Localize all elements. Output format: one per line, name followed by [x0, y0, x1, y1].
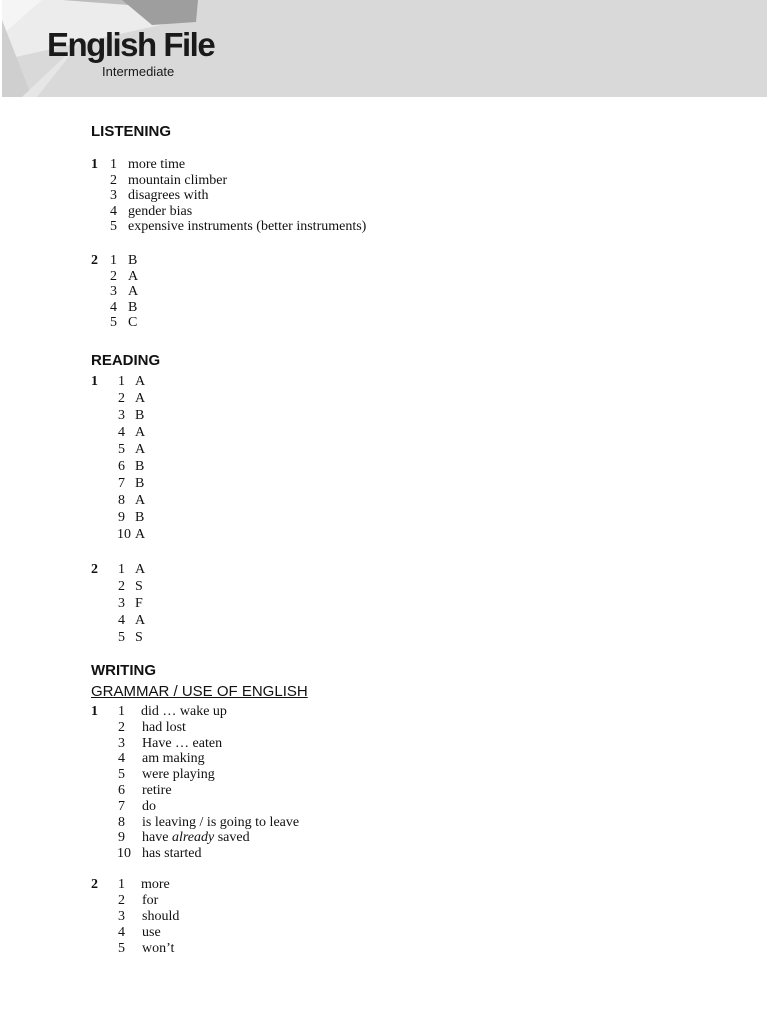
- item-number: 2: [118, 579, 125, 594]
- item-number: 4: [110, 299, 117, 315]
- item-answer: B: [128, 253, 138, 268]
- item-number: 9: [118, 830, 125, 846]
- item-number: 3: [110, 188, 117, 203]
- item-answer: A: [135, 527, 146, 542]
- item-answer: expensive instruments (better instruments): [128, 219, 367, 234]
- item-number: 9: [118, 510, 125, 525]
- item-number: 5: [110, 219, 117, 234]
- item-number: 1: [110, 157, 117, 172]
- section-subheading-grammar: GRAMMAR / USE OF ENGLISH: [91, 683, 308, 700]
- item-answer: B: [135, 459, 145, 474]
- item-answer: A: [135, 613, 146, 628]
- item-number: 10: [117, 527, 131, 542]
- task-number: 1: [91, 374, 98, 389]
- item-answer: did … wake up: [141, 704, 227, 719]
- item-number: 4: [118, 613, 125, 628]
- item-number: 7: [118, 798, 125, 814]
- item-number: 10: [117, 846, 131, 862]
- logo-subtitle: Intermediate: [102, 64, 175, 79]
- answer-text: saved: [217, 830, 250, 846]
- item-answer: A: [135, 493, 146, 508]
- item-answer: B: [135, 408, 145, 423]
- task-number: 1: [91, 704, 98, 719]
- item-number: 4: [110, 203, 117, 219]
- item-number: 7: [118, 476, 125, 491]
- item-answer: has started: [142, 846, 202, 862]
- item-answer: A: [135, 442, 146, 457]
- item-answer: am making: [142, 751, 205, 767]
- logo-title: English File: [47, 26, 215, 63]
- item-answer: F: [135, 596, 143, 611]
- item-answer: S: [135, 630, 143, 645]
- item-answer: C: [128, 315, 138, 330]
- item-number: 2: [118, 391, 125, 406]
- section-heading-reading: READING: [91, 352, 161, 369]
- item-answer: is leaving / is going to leave: [142, 814, 300, 830]
- item-answer: S: [135, 579, 143, 594]
- task-number: 2: [91, 253, 98, 268]
- item-answer: A: [135, 374, 146, 389]
- item-number: 5: [118, 630, 125, 645]
- item-answer: do: [142, 798, 156, 814]
- answer-emphasis: already: [171, 830, 215, 846]
- task-number: 2: [91, 562, 98, 577]
- item-number: 5: [118, 767, 125, 783]
- item-answer: for: [142, 893, 159, 908]
- item-answer: A: [135, 391, 146, 406]
- item-number: 8: [118, 814, 125, 830]
- item-number: 8: [118, 493, 125, 508]
- item-answer: had lost: [142, 719, 186, 735]
- item-number: 3: [118, 596, 125, 611]
- answer-text: have: [142, 830, 169, 846]
- item-answer: use: [142, 925, 161, 940]
- task-number: 2: [91, 877, 98, 892]
- section-heading-listening: LISTENING: [91, 123, 172, 140]
- item-number: 3: [118, 408, 125, 423]
- item-number: 3: [118, 735, 125, 751]
- item-answer: Have … eaten: [142, 735, 223, 751]
- item-number: 5: [118, 442, 125, 457]
- item-number: 2: [110, 268, 117, 284]
- item-number: 1: [110, 253, 117, 268]
- item-number: 2: [110, 172, 117, 188]
- item-answer: more: [141, 877, 170, 892]
- item-number: 4: [118, 425, 125, 440]
- item-number: 4: [118, 925, 125, 940]
- item-answer: more time: [128, 157, 186, 172]
- item-number: 1: [118, 562, 125, 577]
- item-answer: retire: [142, 783, 172, 798]
- item-answer: B: [128, 299, 138, 315]
- item-number: 5: [110, 315, 117, 330]
- item-answer: should: [142, 909, 180, 924]
- item-answer: A: [135, 562, 146, 577]
- item-number: 2: [118, 893, 125, 908]
- item-answer: mountain climber: [128, 172, 228, 188]
- item-number: 1: [118, 877, 125, 892]
- item-number: 3: [118, 909, 125, 924]
- item-number: 1: [118, 374, 125, 389]
- item-answer: [142, 830, 250, 846]
- item-answer: A: [128, 268, 139, 284]
- item-number: 1: [118, 704, 125, 719]
- item-number: 4: [118, 751, 125, 767]
- item-answer: B: [135, 510, 145, 525]
- item-number: 5: [118, 941, 125, 956]
- task-number: 1: [91, 157, 98, 172]
- item-answer: won’t: [142, 941, 175, 956]
- item-answer: A: [128, 284, 139, 299]
- section-heading-writing: WRITING: [91, 662, 156, 679]
- item-answer: A: [135, 425, 146, 440]
- page-header: [2, 0, 767, 97]
- item-number: 2: [118, 719, 125, 735]
- item-number: 6: [118, 459, 125, 474]
- item-number: 3: [110, 284, 117, 299]
- item-answer: disagrees with: [128, 188, 209, 203]
- item-answer: B: [135, 476, 145, 491]
- item-answer: gender bias: [128, 203, 193, 219]
- item-answer: were playing: [142, 767, 215, 783]
- item-number: 6: [118, 783, 125, 798]
